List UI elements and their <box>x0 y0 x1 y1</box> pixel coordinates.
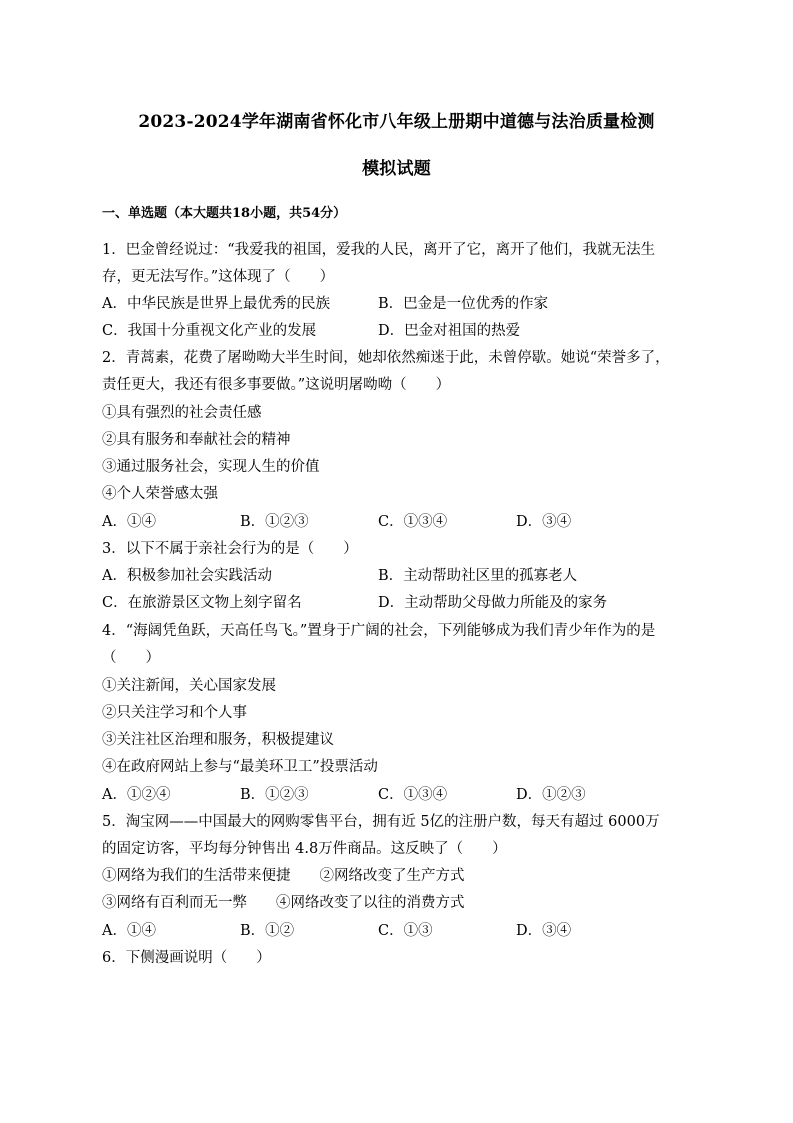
q4-option-d: D．①②③ <box>516 787 586 803</box>
q2-option-a: A．①④ <box>102 514 156 530</box>
q5-option-c: C．①③ <box>378 923 433 939</box>
q4-stem-line-1: 4．“海阔凭鱼跃，天高任鸟飞。”置身于广阔的社会，下列能够成为我们青少年作为的是 <box>102 623 656 639</box>
q2-stem-line-1: 2．青蒿素，花费了屠呦呦大半生时间，她却依然痴迷于此，未曾停歇。她说“荣誉多了， <box>102 350 670 366</box>
q4-option-a: A．①②④ <box>102 787 171 803</box>
q4-item-4: ④在政府网站上参与“最美环卫工”投票活动 <box>102 759 378 775</box>
q5-item-row-2: ③网络有百利而无一弊 ④网络改变了以往的消费方式 <box>102 895 465 911</box>
q2-item-2: ②具有服务和奉献社会的精神 <box>102 432 291 448</box>
q4-item-3: ③关注社区治理和服务，积极提建议 <box>102 732 334 748</box>
q2-option-d: D．③④ <box>516 514 572 530</box>
q6-stem-line-1: 6．下侧漫画说明（ ） <box>102 950 271 966</box>
q4-stem-line-2: （ ） <box>102 650 160 666</box>
q3-option-d: D．主动帮助父母做力所能及的家务 <box>378 595 608 611</box>
section-heading: 一、单选题（本大题共18小题，共54分） <box>102 206 347 221</box>
q2-option-c: C．①③④ <box>378 514 448 530</box>
q2-option-b: B．①②③ <box>240 514 309 530</box>
q5-stem-line-2: 的固定访客，平均每分钟售出 4.8万件商品。这反映了（ ） <box>102 841 507 857</box>
q1-option-d: D．巴金对祖国的热爱 <box>378 323 521 339</box>
q1-option-a: A．中华民族是世界上最优秀的民族 <box>102 296 330 312</box>
q4-item-1: ①关注新闻，关心国家发展 <box>102 678 276 694</box>
q5-item-row-1: ①网络为我们的生活带来便捷 ②网络改变了生产方式 <box>102 868 465 884</box>
q5-option-a: A．①④ <box>102 923 156 939</box>
q1-stem-line-1: 1．巴金曾经说过：“我爱我的祖国，爱我的人民，离开了它，离开了他们，我就无法生 <box>102 242 656 258</box>
q3-option-b: B．主动帮助社区里的孤寡老人 <box>378 568 578 584</box>
q5-option-b: B．①② <box>240 923 295 939</box>
q4-option-c: C．①③④ <box>378 787 448 803</box>
q2-stem-line-2: 责任更大，我还有很多事要做。”这说明屠呦呦（ ） <box>102 377 451 393</box>
exam-subtitle: 模拟试题 <box>362 159 431 179</box>
q2-item-4: ④个人荣誉感太强 <box>102 486 218 502</box>
q2-item-3: ③通过服务社会，实现人生的价值 <box>102 459 320 475</box>
q3-stem-line-1: 3．以下不属于亲社会行为的是（ ） <box>102 541 358 557</box>
q5-option-d: D．③④ <box>516 923 572 939</box>
q1-option-c: C．我国十分重视文化产业的发展 <box>102 323 317 339</box>
q1-stem-line-2: 存，更无法写作。”这体现了（ ） <box>102 269 335 285</box>
q1-option-b: B．巴金是一位优秀的作家 <box>378 296 549 312</box>
q4-item-2: ②只关注学习和个人事 <box>102 705 247 721</box>
q3-option-c: C．在旅游景区文物上刻字留名 <box>102 595 302 611</box>
q3-option-a: A．积极参加社会实践活动 <box>102 568 272 584</box>
q5-stem-line-1: 5．淘宝网——中国最大的网购零售平台，拥有近 5亿的注册户数，每天有超过 6000万 <box>102 814 660 830</box>
q4-option-b: B．①②③ <box>240 787 309 803</box>
exam-title: 2023-2024学年湖南省怀化市八年级上册期中道德与法治质量检测 <box>138 112 655 132</box>
q2-item-1: ①具有强烈的社会责任感 <box>102 405 262 421</box>
